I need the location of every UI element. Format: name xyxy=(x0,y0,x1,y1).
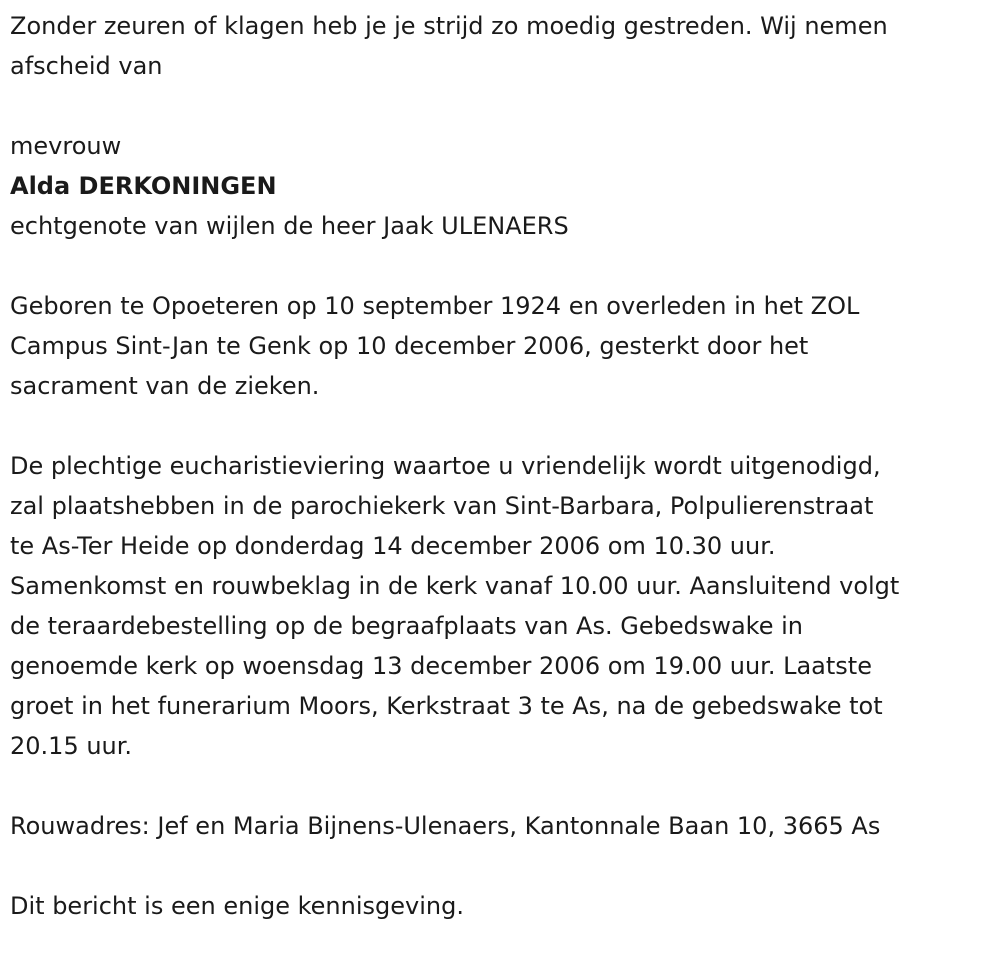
mourning-address: Rouwadres: Jef en Maria Bijnens-Ulenaers, Kantonnale Baan 10, 3665 As xyxy=(10,812,881,840)
birth-death-paragraph xyxy=(10,286,995,406)
birth-death-line: Campus Sint-Jan te Genk op 10 december 2006, gesterkt door het xyxy=(10,332,809,360)
intro-paragraph xyxy=(10,6,995,86)
intro-line: Zonder zeuren of klagen heb je je strijd zo moedig gestreden. Wij nemen xyxy=(10,12,888,40)
deceased-title: mevrouw xyxy=(10,132,122,160)
paragraph-gap xyxy=(10,766,995,806)
ceremony-line: zal plaatshebben in de parochiekerk van Sint-Barbara, Polpulierenstraat xyxy=(10,492,874,520)
ceremony-line: Samenkomst en rouwbeklag in de kerk vanaf 10.00 uur. Aansluitend volgt xyxy=(10,572,900,600)
notice-text: Dit bericht is een enige kennisgeving. xyxy=(10,892,464,920)
deceased-name: Alda DERKONINGEN xyxy=(10,172,277,200)
paragraph-gap xyxy=(10,846,995,886)
birth-death-line: Geboren te Opoeteren op 10 september 1924 en overleden in het ZOL xyxy=(10,292,860,320)
ceremony-line: genoemde kerk op woensdag 13 december 2006 om 19.00 uur. Laatste xyxy=(10,652,872,680)
ceremony-line: groet in het funerarium Moors, Kerkstraat 3 te As, na de gebedswake tot xyxy=(10,692,883,720)
paragraph-gap xyxy=(10,406,995,446)
deceased-spouse: echtgenote van wijlen de heer Jaak ULENAERS xyxy=(10,212,569,240)
deceased-block xyxy=(10,126,995,246)
ceremony-line: te As-Ter Heide op donderdag 14 december 2006 om 10.30 uur. xyxy=(10,532,776,560)
birth-death-line: sacrament van de zieken. xyxy=(10,372,320,400)
paragraph-gap xyxy=(10,246,995,286)
ceremony-paragraph xyxy=(10,446,995,766)
ceremony-line: de teraardebestelling op de begraafplaats van As. Gebedswake in xyxy=(10,612,803,640)
obituary-notice xyxy=(10,6,995,926)
ceremony-line: 20.15 uur. xyxy=(10,732,133,760)
paragraph-gap xyxy=(10,86,995,126)
intro-line: afscheid van xyxy=(10,52,163,80)
ceremony-line: De plechtige eucharistieviering waartoe u vriendelijk wordt uitgenodigd, xyxy=(10,452,881,480)
